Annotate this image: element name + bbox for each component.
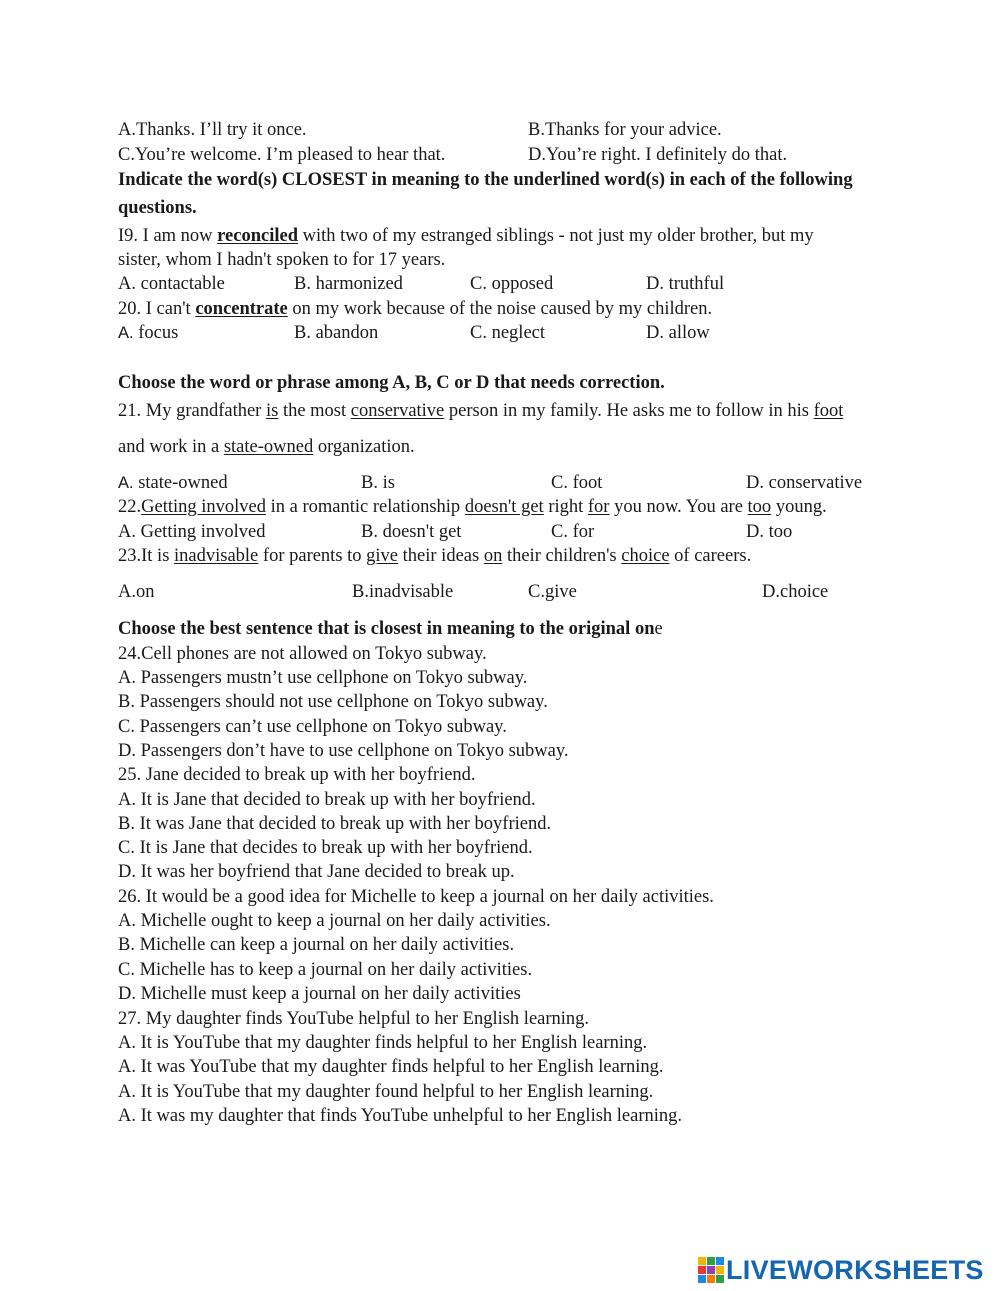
- liveworksheets-logo-icon: [698, 1257, 724, 1283]
- q19-option-c: C. opposed: [470, 274, 554, 294]
- meaning-line: D. Michelle must keep a journal on her daily activities: [118, 984, 521, 1004]
- meaning-line: 27. My daughter finds YouTube helpful to her English learning.: [118, 1009, 590, 1029]
- q23-option-b: B.inadvisable: [352, 582, 454, 602]
- meaning-line: C. Michelle has to keep a journal on her daily activities.: [118, 960, 533, 980]
- q20-option-d: D. allow: [646, 323, 710, 343]
- q21-option-d: D. conservative: [746, 473, 863, 493]
- q22-option-d: D. too: [746, 522, 793, 542]
- q20-option-b: B. abandon: [294, 323, 379, 343]
- question-22: 22.Getting involved in a romantic relationship doesn't get right for you now. You are too young.: [118, 497, 827, 517]
- q23-option-c: C.give: [528, 582, 577, 602]
- meaning-line: B. Passengers should not use cellphone on Tokyo subway.: [118, 692, 548, 712]
- q22-option-b: B. doesn't get: [361, 522, 462, 542]
- section-instruction-closest-cont: questions.: [118, 198, 197, 218]
- meaning-line: 25. Jane decided to break up with her boyfriend.: [118, 765, 476, 785]
- question-20: 20. I can't concentrate on my work because of the noise caused by my children.: [118, 299, 713, 319]
- top-option-c: C.You’re welcome. I’m pleased to hear that.: [118, 145, 446, 165]
- meaning-line: A. It was YouTube that my daughter finds helpful to her English learning.: [118, 1057, 664, 1077]
- meaning-line: A. It is Jane that decided to break up with her boyfriend.: [118, 790, 536, 810]
- meaning-line: A. It is YouTube that my daughter found helpful to her English learning.: [118, 1082, 654, 1102]
- meaning-line: B. It was Jane that decided to break up with her boyfriend.: [118, 814, 552, 834]
- meaning-line: C. It is Jane that decides to break up with her boyfriend.: [118, 838, 533, 858]
- q23-option-a: A.on: [118, 582, 155, 602]
- question-21-line-2: and work in a state-owned organization.: [118, 437, 415, 457]
- underlined-word: concentrate: [195, 299, 288, 319]
- q21-option-a: A. state-owned: [118, 473, 228, 493]
- question-19-line-2: sister, whom I hadn't spoken to for 17 years.: [118, 250, 446, 270]
- meaning-line: A. Michelle ought to keep a journal on her daily activities.: [118, 911, 551, 931]
- q20-option-c: C. neglect: [470, 323, 546, 343]
- question-21: 21. My grandfather is the most conservative person in my family. He asks me to follow in his foot: [118, 401, 844, 421]
- top-option-d: D.You’re right. I definitely do that.: [528, 145, 788, 165]
- underlined-word: reconciled: [217, 226, 299, 246]
- question-23: 23.It is inadvisable for parents to give their ideas on their children's choice of careers.: [118, 546, 752, 566]
- section-instruction-closest: Indicate the word(s) CLOSEST in meaning to the underlined word(s) in each of the following: [118, 170, 853, 190]
- q21-option-b: B. is: [361, 473, 395, 493]
- q19-option-d: D. truthful: [646, 274, 725, 294]
- top-option-b: B.Thanks for your advice.: [528, 120, 722, 140]
- meaning-line: C. Passengers can’t use cellphone on Tokyo subway.: [118, 717, 507, 737]
- meaning-line: A. Passengers mustn’t use cellphone on Tokyo subway.: [118, 668, 528, 688]
- meaning-line: 26. It would be a good idea for Michelle to keep a journal on her daily activities.: [118, 887, 714, 907]
- q21-option-c: C. foot: [551, 473, 603, 493]
- section-instruction-meaning: Choose the best sentence that is closest in meaning to the original one: [118, 619, 663, 639]
- top-option-a: A.Thanks. I’ll try it once.: [118, 120, 307, 140]
- q22-option-a: A. Getting involved: [118, 522, 266, 542]
- liveworksheets-logo-text: LIVEWORKSHEETS: [726, 1255, 984, 1285]
- meaning-line: D. It was her boyfriend that Jane decided to break up.: [118, 862, 515, 882]
- q19-option-b: B. harmonized: [294, 274, 403, 294]
- question-19: I9. I am now reconciled with two of my estranged siblings - not just my older brother, but my: [118, 226, 814, 246]
- q19-option-a: A. contactable: [118, 274, 225, 294]
- meaning-line: A. It is YouTube that my daughter finds helpful to her English learning.: [118, 1033, 648, 1053]
- liveworksheets-logo[interactable]: [698, 1255, 984, 1285]
- meaning-line: 24.Cell phones are not allowed on Tokyo subway.: [118, 644, 487, 664]
- q20-option-a: A. focus: [118, 323, 179, 343]
- meaning-line: B. Michelle can keep a journal on her daily activities.: [118, 935, 515, 955]
- q23-option-d: D.choice: [762, 582, 829, 602]
- meaning-line: D. Passengers don’t have to use cellphone on Tokyo subway.: [118, 741, 569, 761]
- section-instruction-correction: Choose the word or phrase among A, B, C or D that needs correction.: [118, 373, 665, 393]
- meaning-line: A. It was my daughter that finds YouTube unhelpful to her English learning.: [118, 1106, 683, 1126]
- q22-option-c: C. for: [551, 522, 595, 542]
